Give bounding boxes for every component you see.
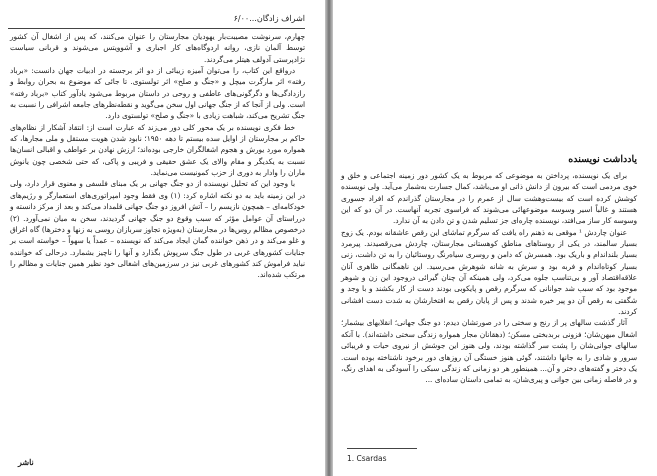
running-head: اشراف زادگان...۶/۰۰ [233,14,305,23]
paragraph: آثار گذشت سالهای پر از رنج و سختی را در صورتشان دیدم: دو جنگ جهانی؛ انقلابهای بیشمار؛ اشغال میهن‌شان؛ فزونی بربدبختی مسکن؛ (دهقانان مجار همواره زندگی سختی داشته‌اند). با آنکه سالهای جوانی‌شان را پشت سر گذاشته بودند، ولی هنوز این جوشش از نیروی حیات و فریبائی سرور و شادی را به جانها داشتند، گوئی هنوز خستگی آن روزهای دور برخود ناشناخته بوده است. یک دختر و گفته‌های دختر و آن... همینطور هر دو زمانی که زندگی سبکی را آسودگی به اهدای رنگ، و در فاصله زمانی بین جوانی و پیری‌شان، به تمامی داستان ساده‌ای ... [341,318,637,385]
gutter [325,0,333,476]
footnote-rule [347,448,417,449]
paragraph: درواقع این کتاب، را می‌توان آمیزه زیبائی از دو اثر برجسته در ادبیات جهان دانست: «برباد رفته» اثر مارگرت میچل و «جنگ و صلح» اثر تولستوی. تا جائی که موضوع به بحران روابط و رازدادگی‌ها و دگرگونی‌های عاطفی و روحی در داستان مربوط می‌شود یادآور کتاب «برباد رفته» است. ولی از آنجا که از جنگ جهانی اول سخن می‌گوید و نقطه‌نظرهای جامعه اشرافی را نسبت به جنگ تشریح می‌کند، شباهت زیادی با «جنگ و صلح» تولستوی دارد. [10,66,305,121]
paragraph: با وجود این که تحلیل نویسنده از دو جنگ جهانی بر یک مبنای فلسفی و معنوی قرار دارد، ولی در این زمینه باید به دو نکته اشاره کرد: (۱) وی فقط وجود امپراتوری‌های استعمارگر و رژیم‌های خودکامه‌ای – همچون نازیسم را – آتش افروز دو جنگ جهانی قلمداد می‌کند و بعد از مرکز دانسته و درراستای آن عوامل مؤثر که سبب وقوع دو جنگ جهانی گردیدند، سخن به میان نمی‌آورد. (۲) درخصوص مظالم روس‌ها در مجارستان (به‌ویژه تجاوز سربازان روسی به زنها و دخترها) گاه اغراق و غلو می‌کند و در ذهن خواننده گمان ایجاد می‌کند که نویسنده – عمداً یا سهواً – خواسته است بر جنایات کشورهای غربی در طول جنگ سرپوش بگذارد و آنها را ناچیز بشمارد. درحالی که خواننده نباید فراموش کند کشورهای غربی نیز در سرزمین‌های اشغالی خود نظیر همین جنایات و مظالم را مرتکب شده‌اند. [10,179,306,280]
left-page [0,0,325,476]
paragraph: برای یک نویسنده، پرداختن به موضوعی که مربوط به یک کشور دور زمینه اجتماعی و خلق و خوی مردمی است که بیرون از دانش ذاتی او می‌باشد، کمال جسارت به‌شمار می‌آید. ولی نویسنده کوشش کرده است که بیست‌وهشت سال از عمرم را در مجارستان گذراندم که افراد جسوری هستند و غالباً اسیر وسوسه موضوعهائی می‌شوند که فراسوی تجربه آنهاست. در آن دو که این وسوسه کار ساز می‌افتد، نویسنده چاره‌ای جز تسلیم شدن و تن دادن به آن ندارد. [341,171,637,226]
paragraph: خط فکری نویسنده بر یک محور کلی دور می‌زند که عبارت است از: انتقاد آشکار از نظام‌های حاکم بر مجارستان از اوایل سده بیستم تا دهه ۱۹۵۰؛ نابود شدن هویت مستقل و ملی مجارها، که همواره مورد یورش و هجوم اشغالگران خارجی بوده‌اند؛ ارزش نهادن بر عواطف و اقبالی انسان‌ها نسبت به یکدیگر و مقام والای یک عشق حقیقی و فریبی و پاکی، که حتی شخصی چون یانوش ماران را وادار به دوری از حزب کمونیست می‌نماید. [10,122,305,178]
paragraph: عنوان چاردش ¹ موقعی به ذهنم راه یافت که سرگرم تماشای این رقص عاشقانه بودم. یک زوج بسیار سالمند، در یکی از روستاهای مناطق کوهستانی مجارستان، چاردش می‌رقصیدند. پیرمرد بسیار بلنداندام و باریک بود. همسرش که دامن و روسری سیاه‌رنگ روستائیان را به تن داشت، زنی بسیار کوتاه‌اندام و فربه بود و سرش به شانه شوهرش می‌رسید. این ناهمگانی ظاهری آنان علاقه‌اقتصاد آور و بی‌تناسب جلوه می‌کرد، ولی همینکه آن چنان گیرائی دروجود این زن و شوهر موجود بود که سبب شد جوانانی که سرگرم رقص و پایکوبی بودند دست از کار بکشند و با وجد و شگفتی به رقص آن دو پیر خیره شدند و پس از پایان رقص به افتخارشان به شدت دست افشانی کردند. [341,227,637,317]
right-body-text [341,170,637,386]
right-page [333,0,657,476]
footnote: 1. Csardas [347,454,387,463]
paragraph: چهارم، سرنوشت مصیبت‌بار یهودیان مجارستان را عنوان می‌کنند، که پس از اشغال آن کشور توسط آلمان نازی، روانه اردوگاه‌های کار اجباری و آشوویتس می‌شوند و قربانی سیاست نژادپرستی آدولف هیتلر می‌گردند. [10,32,305,64]
page-title: یادداشت نویسنده [568,154,637,165]
header-rule [8,28,305,29]
left-body-text [10,31,305,281]
publisher-signature: ناشر [18,457,34,467]
